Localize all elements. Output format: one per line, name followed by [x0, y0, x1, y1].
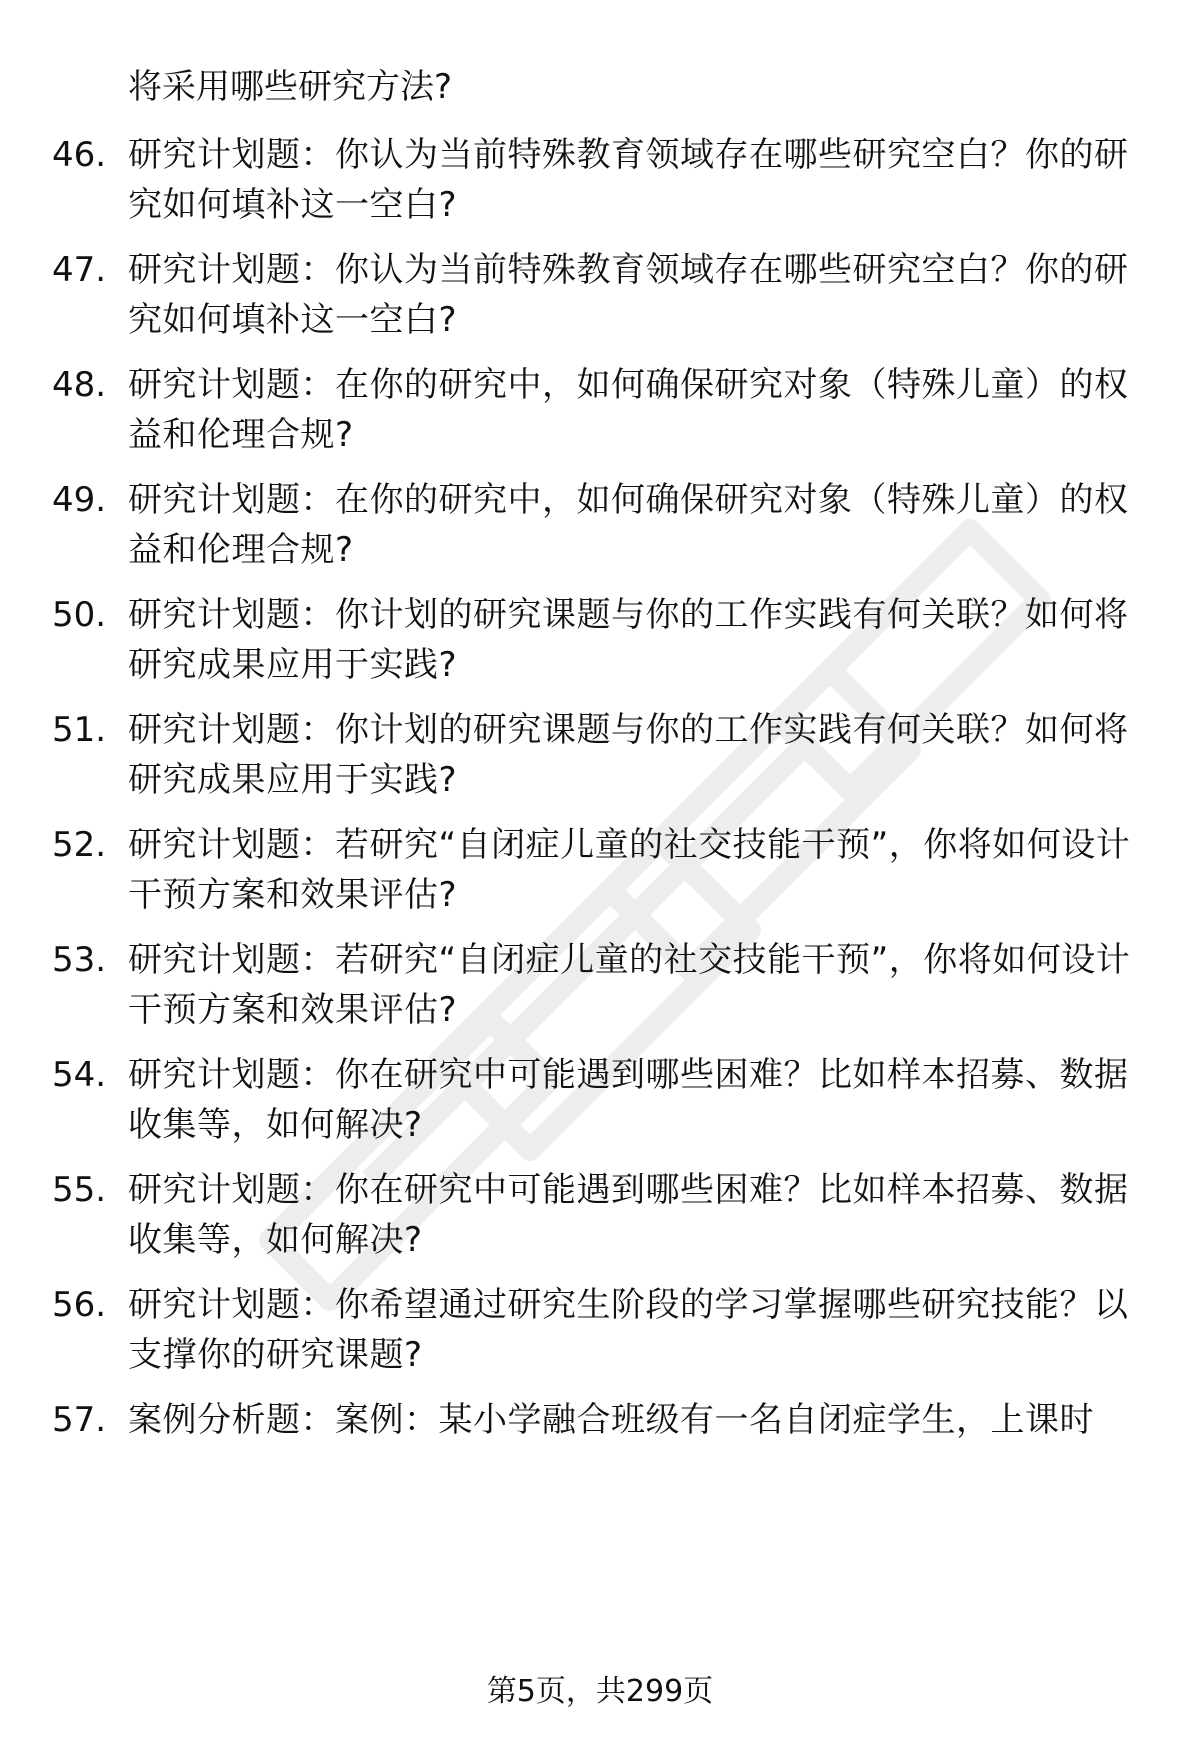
continuation-text: 将采用哪些研究方法?: [128, 67, 453, 107]
page-footer: 第5页，共299页: [486, 1674, 714, 1709]
question-number: 47.: [52, 250, 107, 290]
question-text: 研究计划题：你在研究中可能遇到哪些困难？比如样本招募、数据收集等，如何解决?: [128, 1055, 1129, 1145]
question-text: 研究计划题：你认为当前特殊教育领域存在哪些研究空白？你的研究如何填补这一空白?: [128, 135, 1129, 225]
question-text: 研究计划题：若研究“自闭症儿童的社交技能干预”，你将如何设计干预方案和效果评估?: [128, 825, 1131, 915]
question-text: 研究计划题：你认为当前特殊教育领域存在哪些研究空白？你的研究如何填补这一空白?: [128, 250, 1129, 340]
question-number: 53.: [52, 940, 107, 980]
question-number: 49.: [52, 480, 107, 520]
question-text: 研究计划题：你希望通过研究生阶段的学习掌握哪些研究技能？以支撑你的研究课题?: [128, 1285, 1129, 1375]
question-text: 研究计划题：在你的研究中，如何确保研究对象（特殊儿童）的权益和伦理合规?: [128, 365, 1129, 455]
question-number: 54.: [52, 1055, 107, 1095]
question-text: 案例分析题：案例：某小学融合班级有一名自闭症学生，上课时: [128, 1400, 1094, 1440]
question-number: 50.: [52, 595, 107, 635]
question-number: 56.: [52, 1285, 107, 1325]
question-text: 研究计划题：你计划的研究课题与你的工作实践有何关联？如何将研究成果应用于实践?: [128, 595, 1129, 685]
question-text: 研究计划题：你计划的研究课题与你的工作实践有何关联？如何将研究成果应用于实践?: [128, 710, 1129, 800]
question-number: 57.: [52, 1400, 107, 1440]
question-number: 52.: [52, 825, 107, 865]
question-text: 研究计划题：若研究“自闭症儿童的社交技能干预”，你将如何设计干预方案和效果评估?: [128, 940, 1131, 1030]
question-text: 研究计划题：在你的研究中，如何确保研究对象（特殊儿童）的权益和伦理合规?: [128, 480, 1129, 570]
question-number: 48.: [52, 365, 107, 405]
question-text: 研究计划题：你在研究中可能遇到哪些困难？比如样本招募、数据收集等，如何解决?: [128, 1170, 1129, 1260]
question-number: 55.: [52, 1170, 107, 1210]
question-number: 51.: [52, 710, 107, 750]
question-number: 46.: [52, 135, 107, 175]
